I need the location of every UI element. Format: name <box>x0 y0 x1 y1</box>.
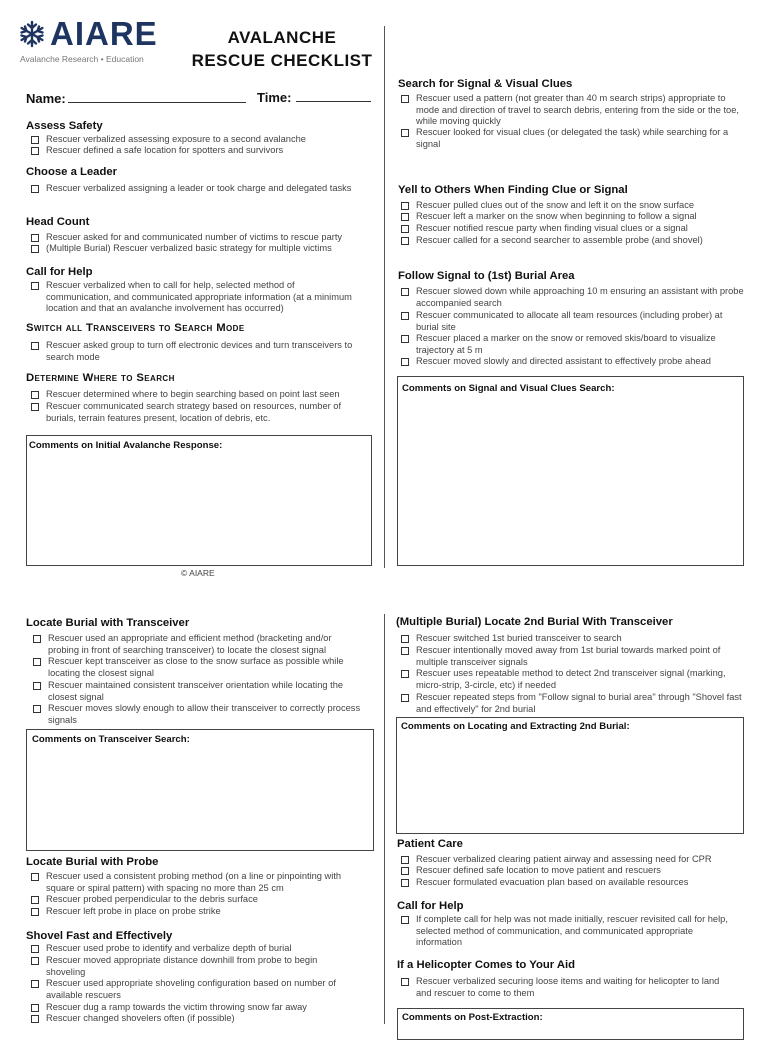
checkbox[interactable] <box>31 391 39 399</box>
checklist-item[interactable]: Rescuer verbalized assessing exposure to a second avalanche <box>31 134 371 145</box>
checkbox[interactable] <box>31 282 39 290</box>
checkbox[interactable] <box>401 694 409 702</box>
heading-search-signal: Search for Signal & Visual Clues <box>398 78 573 90</box>
checklist-item[interactable]: Rescuer left probe in place on probe strike <box>31 906 366 917</box>
snowflake-icon <box>18 20 46 48</box>
checkbox[interactable] <box>401 129 409 137</box>
comments-second-burial-box[interactable] <box>396 717 744 834</box>
name-field[interactable] <box>68 102 246 103</box>
checklist-item[interactable]: Rescuer defined a safe location for spotters and survivors <box>31 145 371 156</box>
heading-yell-to-others: Yell to Others When Finding Clue or Signal <box>398 184 628 196</box>
checklist-item[interactable]: Rescuer moved appropriate distance downhill from probe to begin shoveling <box>31 955 351 978</box>
checkbox[interactable] <box>401 879 409 887</box>
heading-call-for-help: Call for Help <box>26 266 93 278</box>
checkbox[interactable] <box>401 237 409 245</box>
checkbox[interactable] <box>401 867 409 875</box>
checkbox[interactable] <box>33 682 41 690</box>
checklist-item[interactable]: Rescuer repeated steps from "Follow signal to burial area" through "Shovel fast and effectively" for 2nd burial <box>401 692 746 715</box>
comments-second-burial-label: Comments on Locating and Extracting 2nd Burial: <box>401 721 630 732</box>
checklist-item[interactable]: Rescuer left a marker on the snow when beginning to follow a signal <box>401 211 746 222</box>
checklist-item[interactable]: Rescuer moves slowly enough to allow their transceiver to correctly process signals <box>33 703 363 726</box>
checklist-item[interactable]: If complete call for help was not made initially, rescuer revisited call for help, selected method of communication, and communicated appropriate information <box>401 914 731 949</box>
checklist-item[interactable]: Rescuer switched 1st buried transceiver to search <box>401 633 746 644</box>
time-field[interactable] <box>296 101 371 102</box>
checklist-item[interactable]: Rescuer pulled clues out of the snow and left it on the snow surface <box>401 200 746 211</box>
checklist-item[interactable]: Rescuer communicated to allocate all team resources (including prober) at burial site <box>401 310 746 333</box>
checkbox[interactable] <box>33 705 41 713</box>
checklist-item[interactable]: Rescuer asked for and communicated number of victims to rescue party <box>31 232 371 243</box>
checklist-item[interactable]: Rescuer used an appropriate and efficient method (bracketing and/or probing in front of searching transceiver) to locate the closest signal <box>33 633 363 656</box>
checklist-item[interactable]: Rescuer communicated search strategy based on resources, number of burials, terrain features present, location of debris, etc. <box>31 401 371 424</box>
heading-locate-transceiver: Locate Burial with Transceiver <box>26 617 190 629</box>
checkbox[interactable] <box>401 978 409 986</box>
checkbox[interactable] <box>31 245 39 253</box>
name-label: Name: <box>26 91 66 106</box>
checklist-item[interactable]: (Multiple Burial) Rescuer verbalized basic strategy for multiple victims <box>31 243 371 254</box>
checklist-item[interactable]: Rescuer notified rescue party when finding visual clues or a signal <box>401 223 746 234</box>
heading-shovel: Shovel Fast and Effectively <box>26 930 173 942</box>
checkbox[interactable] <box>31 234 39 242</box>
checkbox[interactable] <box>401 358 409 366</box>
comments-post-extraction-box[interactable] <box>397 1008 744 1040</box>
column-divider-bottom <box>384 614 385 1024</box>
checklist-item[interactable]: Rescuer probed perpendicular to the debris surface <box>31 894 366 905</box>
checkbox[interactable] <box>401 95 409 103</box>
aiare-logo <box>18 15 178 68</box>
checkbox[interactable] <box>401 225 409 233</box>
checkbox[interactable] <box>33 658 41 666</box>
heading-choose-leader: Choose a Leader <box>26 166 118 178</box>
checklist-item[interactable]: Rescuer used a consistent probing method (on a line or pinpointing with square or spiral pattern) with spacing no more than 25 cm <box>31 871 366 894</box>
checklist-item[interactable]: Rescuer verbalized assigning a leader or took charge and delegated tasks <box>31 183 356 206</box>
checklist-item[interactable]: Rescuer called for a second searcher to assemble probe (and shovel) <box>401 235 746 246</box>
checkbox[interactable] <box>31 403 39 411</box>
checklist-item[interactable]: Rescuer used probe to identify and verbalize depth of burial <box>31 943 366 954</box>
document-title-line2: RESCUE CHECKLIST <box>191 51 373 70</box>
checklist-item[interactable]: Rescuer moved slowly and directed assistant to effectively probe ahead <box>401 356 746 367</box>
logo-tagline: Avalanche Research • Education <box>20 54 144 64</box>
checklist-item[interactable]: Rescuer used appropriate shoveling configuration based on number of available rescuers <box>31 978 366 1001</box>
checkbox[interactable] <box>401 213 409 221</box>
heading-call-for-help-2: Call for Help <box>397 900 464 912</box>
heading-head-count: Head Count <box>26 216 90 228</box>
document-title-line1: AVALANCHE <box>227 28 337 47</box>
heading-follow-signal: Follow Signal to (1st) Burial Area <box>398 270 575 282</box>
heading-assess-safety: Assess Safety <box>26 120 103 132</box>
checklist-item[interactable]: Rescuer asked group to turn off electronic devices and turn transceivers to search mode <box>31 340 366 363</box>
column-divider-top <box>384 26 385 568</box>
checklist-item[interactable]: Rescuer used a pattern (not greater than 40 m search strips) appropriate to mode and direction of travel to search debris, entering from the side or the toe, while moving quickly <box>401 93 746 128</box>
comments-transceiver-box[interactable] <box>26 729 374 851</box>
checkbox[interactable] <box>401 916 409 924</box>
checklist-item[interactable]: Rescuer changed shovelers often (if possible) <box>31 1013 366 1024</box>
checkbox[interactable] <box>401 670 409 678</box>
checklist-item[interactable]: Rescuer uses repeatable method to detect 2nd transceiver signal (marking, micro-strip, 3-circle, etc) if needed <box>401 668 746 691</box>
checklist-item[interactable]: Rescuer verbalized clearing patient airway and assessing need for CPR <box>401 854 746 865</box>
checkbox[interactable] <box>31 896 39 904</box>
checklist-item[interactable]: Rescuer formulated evacuation plan based on available resources <box>401 877 746 888</box>
checkbox[interactable] <box>401 635 409 643</box>
copyright: © AIARE <box>181 568 215 578</box>
checkbox[interactable] <box>31 1015 39 1023</box>
checklist-item[interactable]: Rescuer maintained consistent transceiver orientation while locating the closest signal <box>33 680 363 703</box>
checklist-item[interactable]: Rescuer placed a marker on the snow or removed skis/board to visualize trajectory at 5 m <box>401 333 746 356</box>
checkbox[interactable] <box>401 202 409 210</box>
checkbox[interactable] <box>31 342 39 350</box>
checkbox[interactable] <box>31 1004 39 1012</box>
checkbox[interactable] <box>31 945 39 953</box>
checklist-item[interactable]: Rescuer defined safe location to move patient and rescuers <box>401 865 746 876</box>
heading-multiple-burial: (Multiple Burial) Locate 2nd Burial With Transceiver <box>396 616 673 628</box>
heading-switch-transceivers: Switch all Transceivers to Search Mode <box>26 322 245 334</box>
checkbox[interactable] <box>31 957 39 965</box>
logo-wordmark: AIARE <box>50 15 158 52</box>
heading-determine-search: Determine Where to Search <box>26 372 175 384</box>
comments-initial-box[interactable] <box>26 435 372 566</box>
checkbox[interactable] <box>401 312 409 320</box>
time-label: Time: <box>257 90 292 105</box>
heading-helicopter: If a Helicopter Comes to Your Aid <box>397 959 576 971</box>
comments-post-extraction-label: Comments on Post-Extraction: <box>402 1012 543 1023</box>
checklist-item[interactable]: Rescuer verbalized securing loose items and waiting for helicopter to land and rescuer to come to them <box>401 976 731 999</box>
checkbox[interactable] <box>31 136 39 144</box>
checkbox[interactable] <box>31 908 39 916</box>
checkbox[interactable] <box>31 185 39 193</box>
checkbox[interactable] <box>401 288 409 296</box>
checkbox[interactable] <box>31 980 39 988</box>
checkbox[interactable] <box>401 856 409 864</box>
checklist-item[interactable]: Rescuer dug a ramp towards the victim throwing snow far away <box>31 1002 366 1013</box>
comments-transceiver-label: Comments on Transceiver Search: <box>32 734 190 745</box>
heading-locate-probe: Locate Burial with Probe <box>26 856 159 868</box>
checklist-item[interactable]: Rescuer looked for visual clues (or delegated the task) while searching for a signal <box>401 127 746 150</box>
checklist-item[interactable]: Rescuer determined where to begin searching based on point last seen <box>31 389 371 400</box>
comments-signal-box[interactable] <box>397 376 744 566</box>
checklist-item[interactable]: Rescuer kept transceiver as close to the snow surface as possible while locating the closest signal <box>33 656 363 679</box>
checkbox[interactable] <box>31 873 39 881</box>
checkbox[interactable] <box>401 647 409 655</box>
heading-patient-care: Patient Care <box>397 838 463 850</box>
comments-signal-label: Comments on Signal and Visual Clues Search: <box>402 383 615 394</box>
checkbox[interactable] <box>33 635 41 643</box>
checkbox[interactable] <box>31 147 39 155</box>
comments-initial-label: Comments on Initial Avalanche Response: <box>29 440 223 451</box>
checklist-item[interactable]: Rescuer intentionally moved away from 1st burial towards marked point of multiple transceiver signals <box>401 645 746 668</box>
checklist-item[interactable]: Rescuer slowed down while approaching 10 m ensuring an assistant with probe accompanied search <box>401 286 746 309</box>
checkbox[interactable] <box>401 335 409 343</box>
checklist-item[interactable]: Rescuer verbalized when to call for help, selected method of communication, and communicated appropriate information (at a minimum location and that an avalanche involvement has occurred) <box>31 280 356 315</box>
